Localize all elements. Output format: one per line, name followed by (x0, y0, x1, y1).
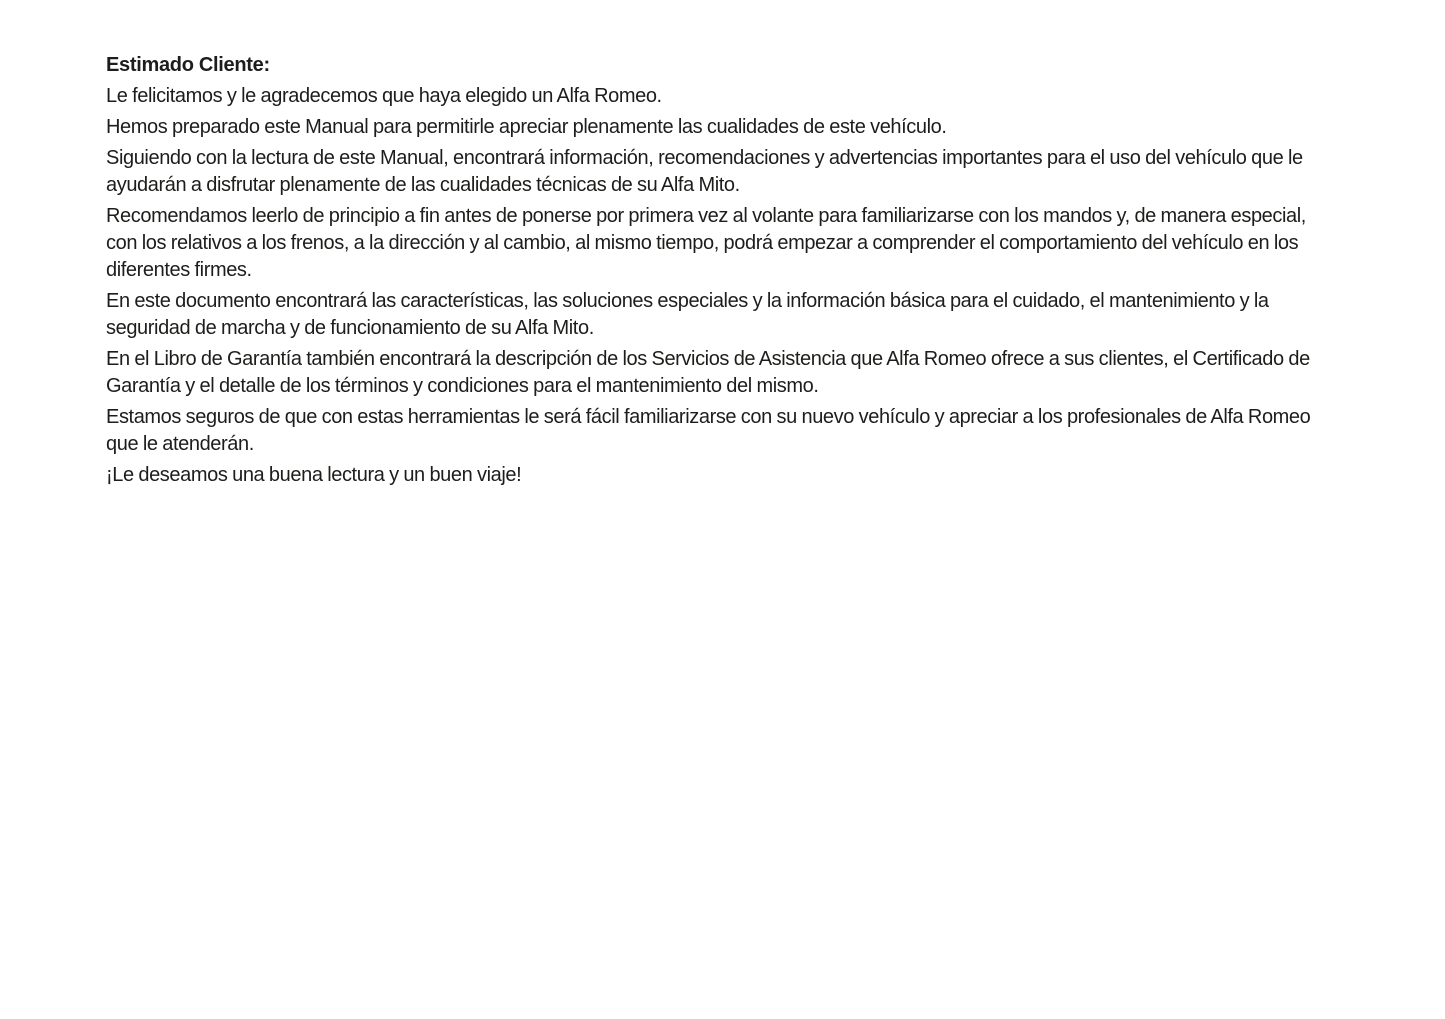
paragraph-recommendation: Recomendamos leerlo de principio a fin antes de ponerse por primera vez al volante para familiarizarse con los mandos y, de manera especial, con los relativos a los frenos, a la dirección y al cambio, al mismo tiempo, podrá empezar a comprender el comportamiento del vehículo en los diferentes firmes. (106, 205, 1306, 281)
document-page (106, 52, 1316, 493)
paragraph-farewell: ¡Le deseamos una buena lectura y un buen viaje! (106, 464, 522, 486)
paragraph-document-contents: En este documento encontrará las características, las soluciones especiales y la información básica para el cuidado, el mantenimiento y la seguridad de marcha y de funcionamiento de su Alfa Mito. (106, 290, 1269, 339)
greeting-heading: Estimado Cliente: (106, 54, 270, 76)
paragraph-manual-purpose: Hemos preparado este Manual para permitirle apreciar plenamente las cualidades de este vehículo. (106, 116, 947, 138)
paragraph-reading-info: Siguiendo con la lectura de este Manual, encontrará información, recomendaciones y advertencias importantes para el uso del vehículo que le ayudarán a disfrutar plenamente de las cualidades técnicas de su Alfa Mito. (106, 147, 1303, 196)
paragraph-tools: Estamos seguros de que con estas herramientas le será fácil familiarizarse con su nuevo vehículo y apreciar a los profesionales de Alfa Romeo que le atenderán. (106, 406, 1311, 455)
paragraph-congratulations: Le felicitamos y le agradecemos que haya elegido un Alfa Romeo. (106, 85, 662, 107)
paragraph-warranty-book: En el Libro de Garantía también encontrará la descripción de los Servicios de Asistencia que Alfa Romeo ofrece a sus clientes, el Certificado de Garantía y el detalle de los términos y condiciones para el mantenimiento del mismo. (106, 348, 1310, 397)
